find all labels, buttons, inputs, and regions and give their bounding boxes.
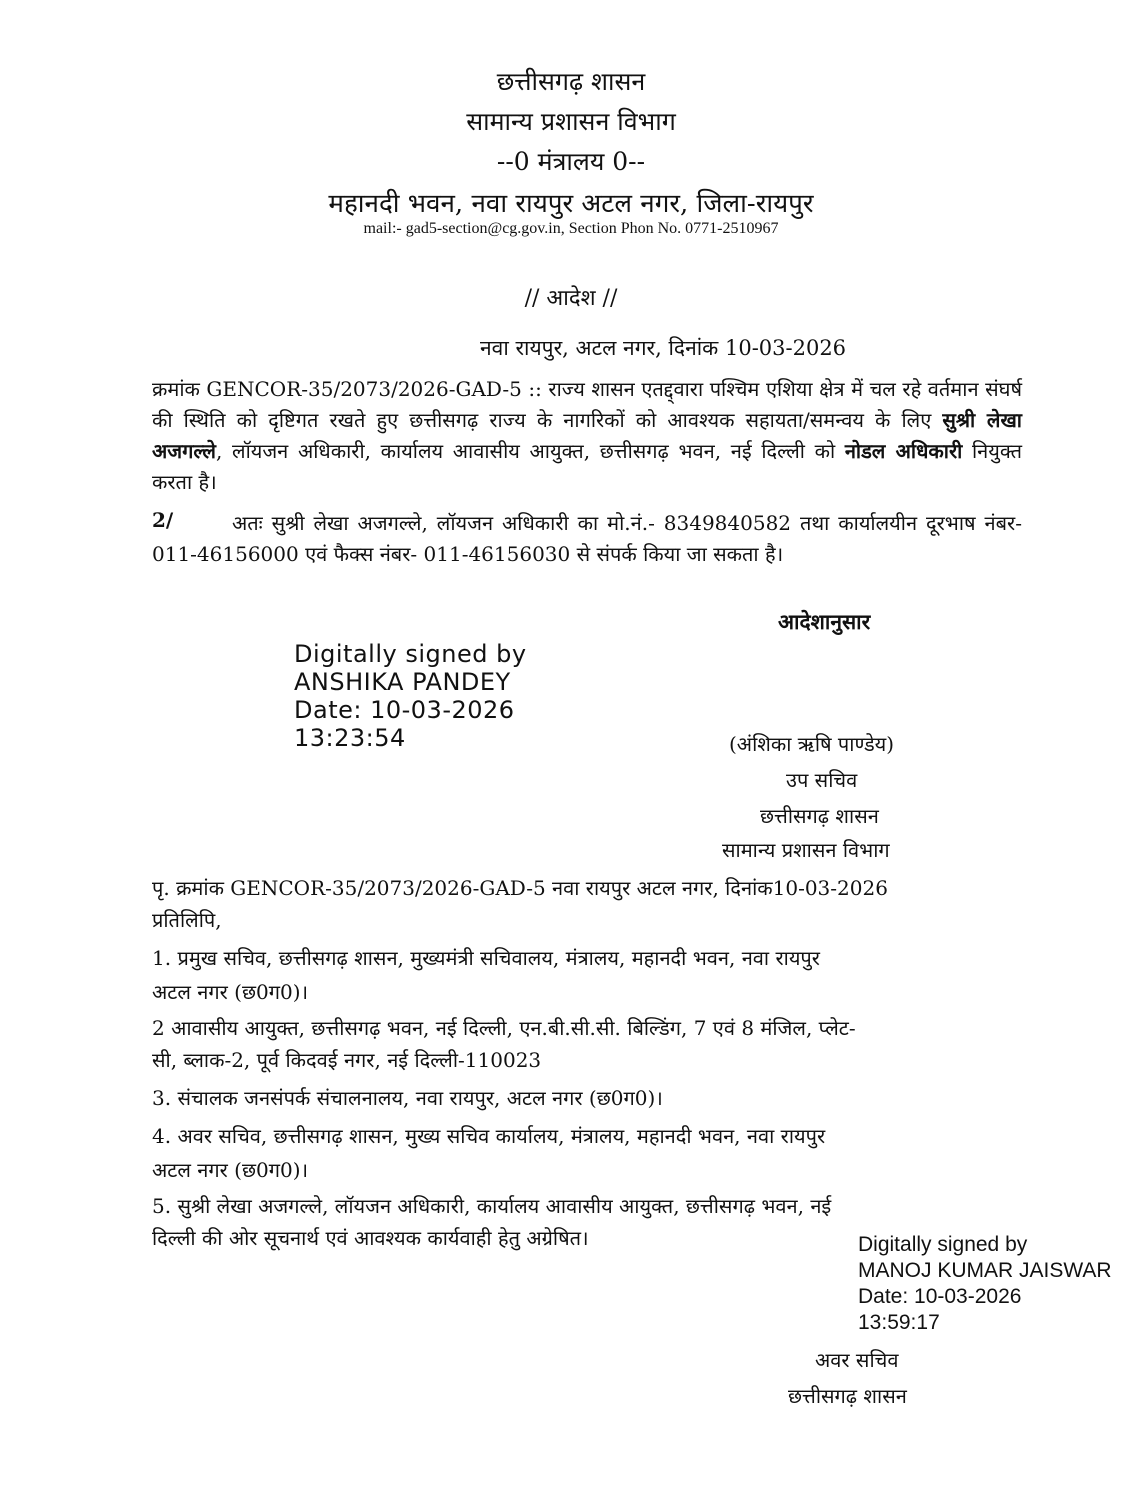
sig1-line2: ANSHIKA PANDEY xyxy=(294,668,511,696)
sig1-line4: 13:23:54 xyxy=(294,724,406,752)
copy-item-3-line-1: 3. संचालक जनसंपर्क संचालनालय, नवा रायपुर, अटल नगर (छ0ग0)। xyxy=(152,1086,663,1110)
endorsement-ref: पृ. क्रमांक GENCOR-35/2073/2026-GAD-5 नवा रायपुर अटल नगर, दिनांक10-03-2026 xyxy=(152,876,888,900)
signatory-designation: उप सचिव xyxy=(786,768,858,792)
para1-text-a: क्रमांक GENCOR-35/2073/2026-GAD-5 :: राज्य शासन एतद्द्वारा पश्चिम एशिया क्षेत्र में चल रहे वर्तमान संघर्ष की स्थिति को दृष्टिगत रखते हुए छत्तीसगढ़ राज्य के नागरिकों को आवश्यक सहायता/समन्वय के लिए xyxy=(152,377,1022,432)
signatory-govt: छत्तीसगढ़ शासन xyxy=(760,804,879,828)
sig2-line3: Date: 10-03-2026 xyxy=(858,1285,1022,1308)
header-ministry: --0 मंत्रालय 0-- xyxy=(496,147,646,176)
digital-signature-1 xyxy=(294,640,527,752)
place-date: नवा रायपुर, अटल नगर, दिनांक 10-03-2026 xyxy=(480,336,847,360)
copy-item-5-line-2: दिल्ली की ओर सूचनार्थ एवं आवश्यक कार्यवाही हेतु अग्रेषित। xyxy=(152,1226,589,1250)
by-order: आदेशानुसार xyxy=(778,609,871,634)
copy-item-4-line-1: 4. अवर सचिव, छत्तीसगढ़ शासन, मुख्य सचिव कार्यालय, मंत्रालय, महानदी भवन, नवा रायपुर xyxy=(152,1124,826,1148)
para1-text-c: नियुक्त करता है। xyxy=(152,439,1022,494)
header-contact: mail:- gad5-section@cg.gov.in, Section Phon No. 0771-2510967 xyxy=(363,220,779,237)
header-department: सामान्य प्रशासन विभाग xyxy=(466,107,676,136)
copy-item-5-line-1: 5. सुश्री लेखा अजगल्ले, लॉयजन अधिकारी, कार्यालय आवासीय आयुक्त, छत्तीसगढ़ भवन, नई xyxy=(152,1194,832,1218)
para2-number: 2/ xyxy=(152,508,174,532)
digital-signature-2 xyxy=(858,1232,1112,1336)
signatory-department: सामान्य प्रशासन विभाग xyxy=(722,838,890,862)
signatory2-designation: अवर सचिव xyxy=(815,1348,899,1372)
order-title: // आदेश // xyxy=(524,286,618,311)
nodal-officer-name: सुश्री लेखा अजगल्ले xyxy=(152,408,1022,463)
sig1-line3: Date: 10-03-2026 xyxy=(294,696,515,724)
sig2-line2: MANOJ KUMAR JAISWAR xyxy=(858,1259,1112,1282)
sig1-line1: Digitally signed by xyxy=(294,640,527,668)
signatory2-govt: छत्तीसगढ़ शासन xyxy=(788,1384,907,1408)
signatory-name: (अंशिका ऋषि पाण्डेय) xyxy=(729,732,895,756)
header-address: महानदी भवन, नवा रायपुर अटल नगर, जिला-रायपुर xyxy=(328,189,814,219)
header-govt: छत्तीसगढ़ शासन xyxy=(496,67,646,96)
copy-item-1-line-1: 1. प्रमुख सचिव, छत्तीसगढ़ शासन, मुख्यमंत्री सचिवालय, मंत्रालय, महानदी भवन, नवा रायपुर xyxy=(152,946,820,970)
copy-item-2-line-1: 2 आवासीय आयुक्त, छत्तीसगढ़ भवन, नई दिल्ली, एन.बी.सी.सी. बिल्डिंग, 7 एवं 8 मंजिल, प्लेट- xyxy=(152,1016,856,1040)
order-paragraph-2: अतः सुश्री लेखा अजगल्ले, लॉयजन अधिकारी का मो.नं.- 8349840582 तथा कार्यालयीन दूरभाष नंबर- 011-46156000 एवं फैक्स नंबर- 011-46156030 से संपर्क किया जा सकता है। xyxy=(152,511,1022,566)
copy-item-2-line-2: सी, ब्लाक-2, पूर्व किदवई नगर, नई दिल्ली-110023 xyxy=(152,1048,542,1072)
nodal-officer-designation: नोडल अधिकारी xyxy=(844,439,963,463)
copy-label: प्रतिलिपि, xyxy=(152,908,222,932)
sig2-line4: 13:59:17 xyxy=(858,1311,940,1334)
copy-item-1-line-2: अटल नगर (छ0ग0)। xyxy=(152,980,309,1004)
copy-item-4-line-2: अटल नगर (छ0ग0)। xyxy=(152,1158,309,1182)
para1-text-b: , लॉयजन अधिकारी, कार्यालय आवासीय आयुक्त, छत्तीसगढ़ भवन, नई दिल्ली को xyxy=(215,439,845,463)
sig2-line1: Digitally signed by xyxy=(858,1233,1028,1256)
order-paragraph-1 xyxy=(152,374,1022,498)
